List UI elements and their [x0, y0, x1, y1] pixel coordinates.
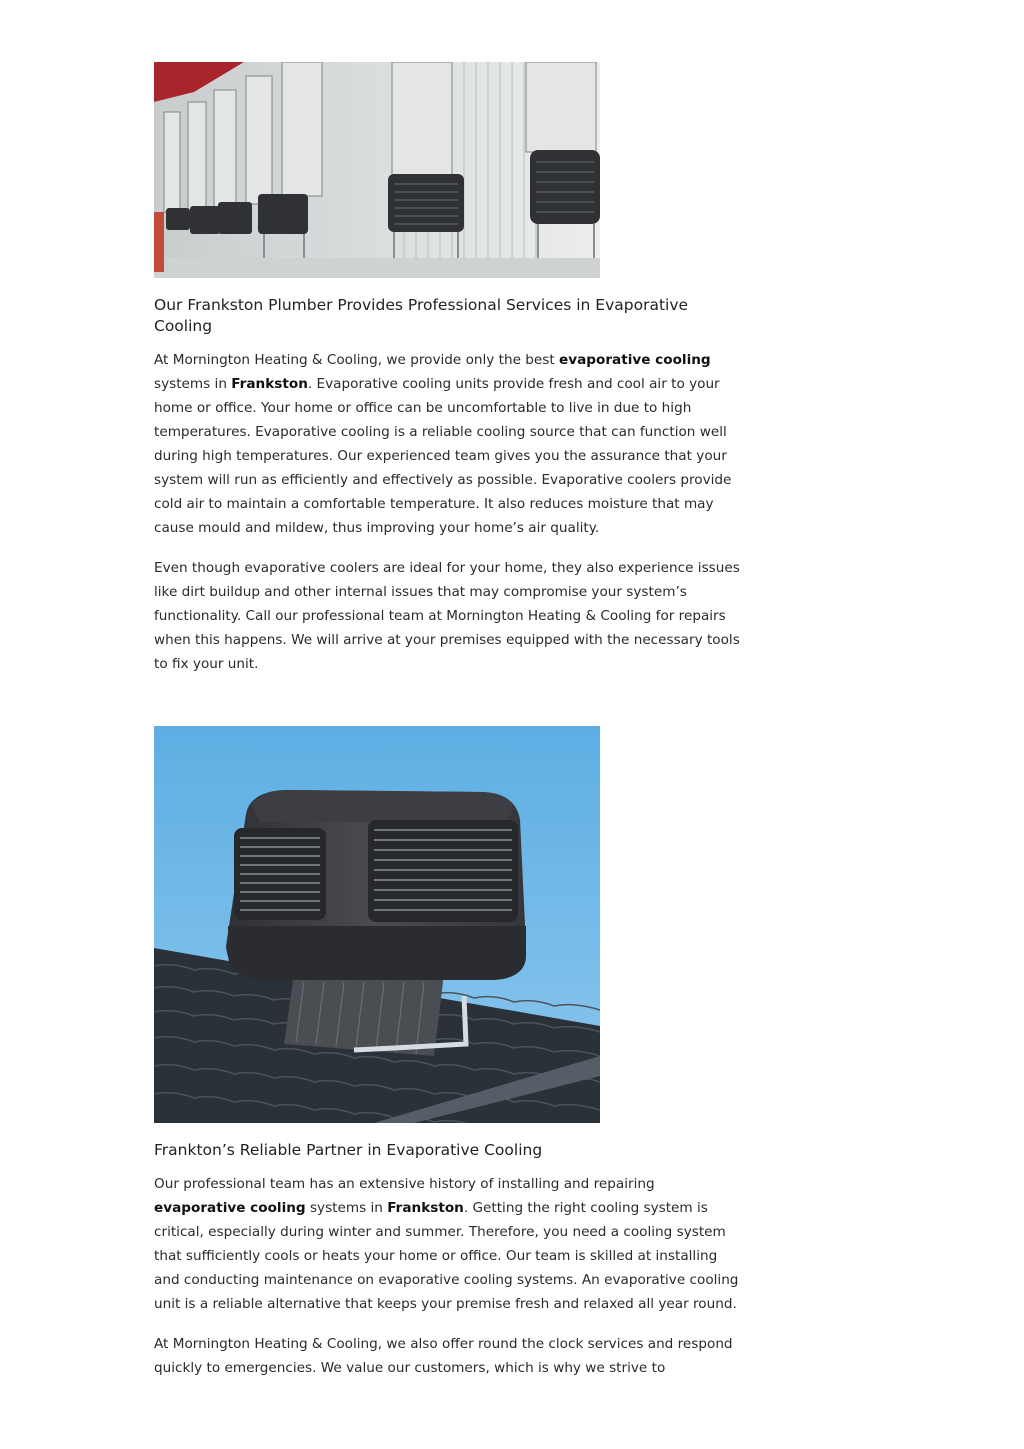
body-paragraph: At Mornington Heating & Cooling, we provide only the best evaporative cooling systems in Frankston. Evaporative cooling units provide fresh and cool air to your home or office. Your home or office can be uncomfortable to live in due to high temperatures. Evaporative cooling is a reliable cooling source that can function well during high temperatures. Our experienced team gives you the assurance that your system will run as efficiently and effectively as possible. Evaporative coolers provide cold air to maintain a comfortable temperature. It also reduces moisture that may cause mould and mildew, thus improving your home’s air quality.	[154, 352, 732, 536]
industrial-coolers-image	[154, 62, 600, 278]
section-heading: Our Frankston Plumber Provides Professional Services in Evaporative Cooling	[154, 296, 689, 335]
article	[154, 62, 744, 1380]
body-paragraph: Even though evaporative coolers are ideal for your home, they also experience issues like dirt buildup and other internal issues that may compromise your system’s functionality. Call our professional team at Mornington Heating & Cooling for repairs when this happens. We will arrive at your premises equipped with the necessary tools to fix your unit.	[154, 560, 740, 672]
body-paragraph: Our professional team has an extensive history of installing and repairing evaporative cooling systems in Frankston. Getting the right cooling system is critical, especially during winter and summer. Therefore, you need a cooling system that sufficiently cools or heats your home or office. Our team is skilled at installing and conducting maintenance on evaporative cooling systems. An evaporative cooling unit is a reliable alternative that keeps your premise fresh and relaxed all year round.	[154, 1176, 739, 1312]
body-paragraph: At Mornington Heating & Cooling, we also offer round the clock services and respond quickly to emergencies. We value our customers, which is why we strive to	[154, 1336, 733, 1376]
section-heading: Frankton’s Reliable Partner in Evaporative Cooling	[154, 1141, 543, 1159]
rooftop-cooler-image	[154, 726, 600, 1123]
